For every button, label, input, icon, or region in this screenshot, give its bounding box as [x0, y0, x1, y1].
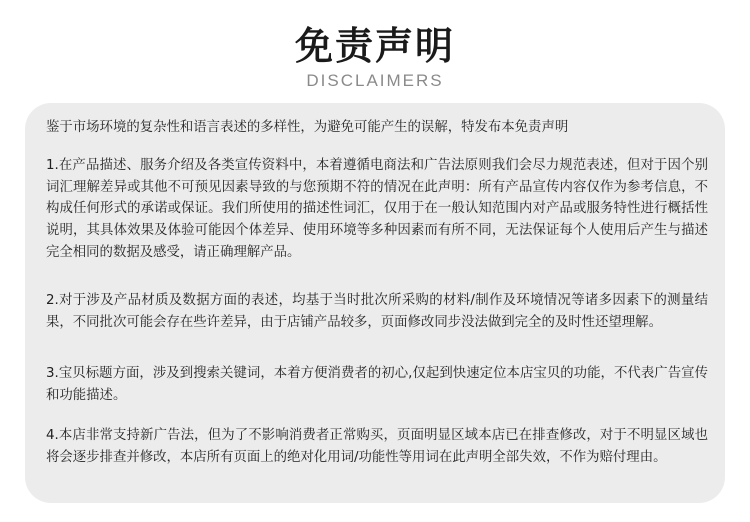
disclaimer-item-2: 2.对于涉及产品材质及数据方面的表述，均基于当时批次所采购的材料/制作及环境情况等诸多因素下的测量结果，不同批次可能会存在些许差异，由于店铺产品较多，页面修改同步没法做到完全的及时性还望理解。	[46, 293, 708, 330]
disclaimer-intro: 鉴于市场环境的复杂性和语言表述的多样性，为避免可能产生的误解，特发布本免责声明	[46, 120, 569, 135]
disclaimer-item-1: 1.在产品描述、服务介绍及各类宣传资料中，本着遵循电商法和广告法原则我们会尽力规范表述，但对于因个别词汇理解差异或其他不可预见因素导致的与您预期不符的情况在此声明：所有产品宣传内容仅作为参考信息，不构成任何形式的承诺或保证。我们所使用的描述性词汇，仅用于在一般认知范围内对产品或服务特性进行概括性说明，其具体效果及体验可能因个体差异、使用环境等多种因素而有所不同，无法保证每个人使用后产生与描述完全相同的数据及感受，请正确理解产品。	[46, 158, 708, 260]
disclaimer-item-3: 3.宝贝标题方面，涉及到搜索关键词，本着方便消费者的初心,仅起到快速定位本店宝贝的功能，不代表广告宣传和功能描述。	[46, 366, 708, 403]
page-title: 免责声明	[294, 24, 455, 68]
disclaimer-item-4: 4.本店非常支持新广告法，但为了不影响消费者正常购买，页面明显区域本店已在排查修改，对于不明显区域也将会逐步排查并修改，本店所有页面上的绝对化用词/功能性等用词在此声明全部失效，不作为赔付理由。	[46, 428, 708, 465]
page-subtitle: DISCLAIMERS	[306, 71, 444, 90]
